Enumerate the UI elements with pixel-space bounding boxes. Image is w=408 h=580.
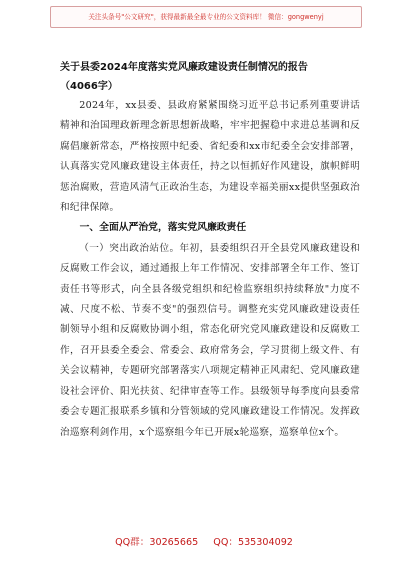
section-heading: 一、全面从严治党，落实党风廉政责任 xyxy=(79,222,247,234)
document-title xyxy=(60,58,360,96)
title-line-2: （4066字） xyxy=(60,81,118,92)
intro-paragraph: 2024年，xx县委、县政府紧紧围绕习近平总书记系列重要讲话精神和治国理政新理念新思想新战略，牢牢把握稳中求进总基调和反腐倡廉新常态，严格按照中纪委、省纪委和xx市纪委全会安排部署，认真落实党风廉政建设主体责任，持之以恒抓好作风建设，旗帜鲜明惩治腐败，营造风清气正政治生态，为建设幸福美丽xx提供坚强政治和纪律保障。 xyxy=(60,100,360,214)
qq-contact-text: QQ：535304092 xyxy=(213,537,293,548)
qq-group-text: QQ群：30265665 xyxy=(115,537,199,548)
title-line-1: 关于县委2024年度落实党风廉政建设责任制情况的报告 xyxy=(60,62,308,73)
document-body xyxy=(60,96,360,443)
contact-footer xyxy=(0,534,408,548)
section-paragraph: （一）突出政治站位。年初，县委组织召开全县党风廉政建设和反腐败工作会议，通过通报上年工作情况、安排部署全年工作、签订责任书等形式，向全县各级党组织和纪检监察组织持续释放"力度不减、尺度不松、节奏不变"的强烈信号。调整充实党风廉政建设责任制领导小组和反腐败协调小组，常态化研究党风廉政建设和反腐败工作，召开县委全委会、常委会、政府常务会，学习贯彻上级文件、有关会议精神，专题研究部署落实八项规定精神正风肃纪、党风廉政建设社会评价、阳光扶贫、纪律审查等工作。县级领导每季度向县委常委会专题汇报联系乡镇和分管领域的党风廉政建设工作情况。发挥政治巡察利剑作用，x个巡察组今年已开展x轮巡察，巡察单位x个。 xyxy=(60,242,360,438)
promo-banner: 关注头条号"公文研究"，获得最新最全最专业的公文资料库！ 微信：gongwenyj xyxy=(50,6,362,28)
